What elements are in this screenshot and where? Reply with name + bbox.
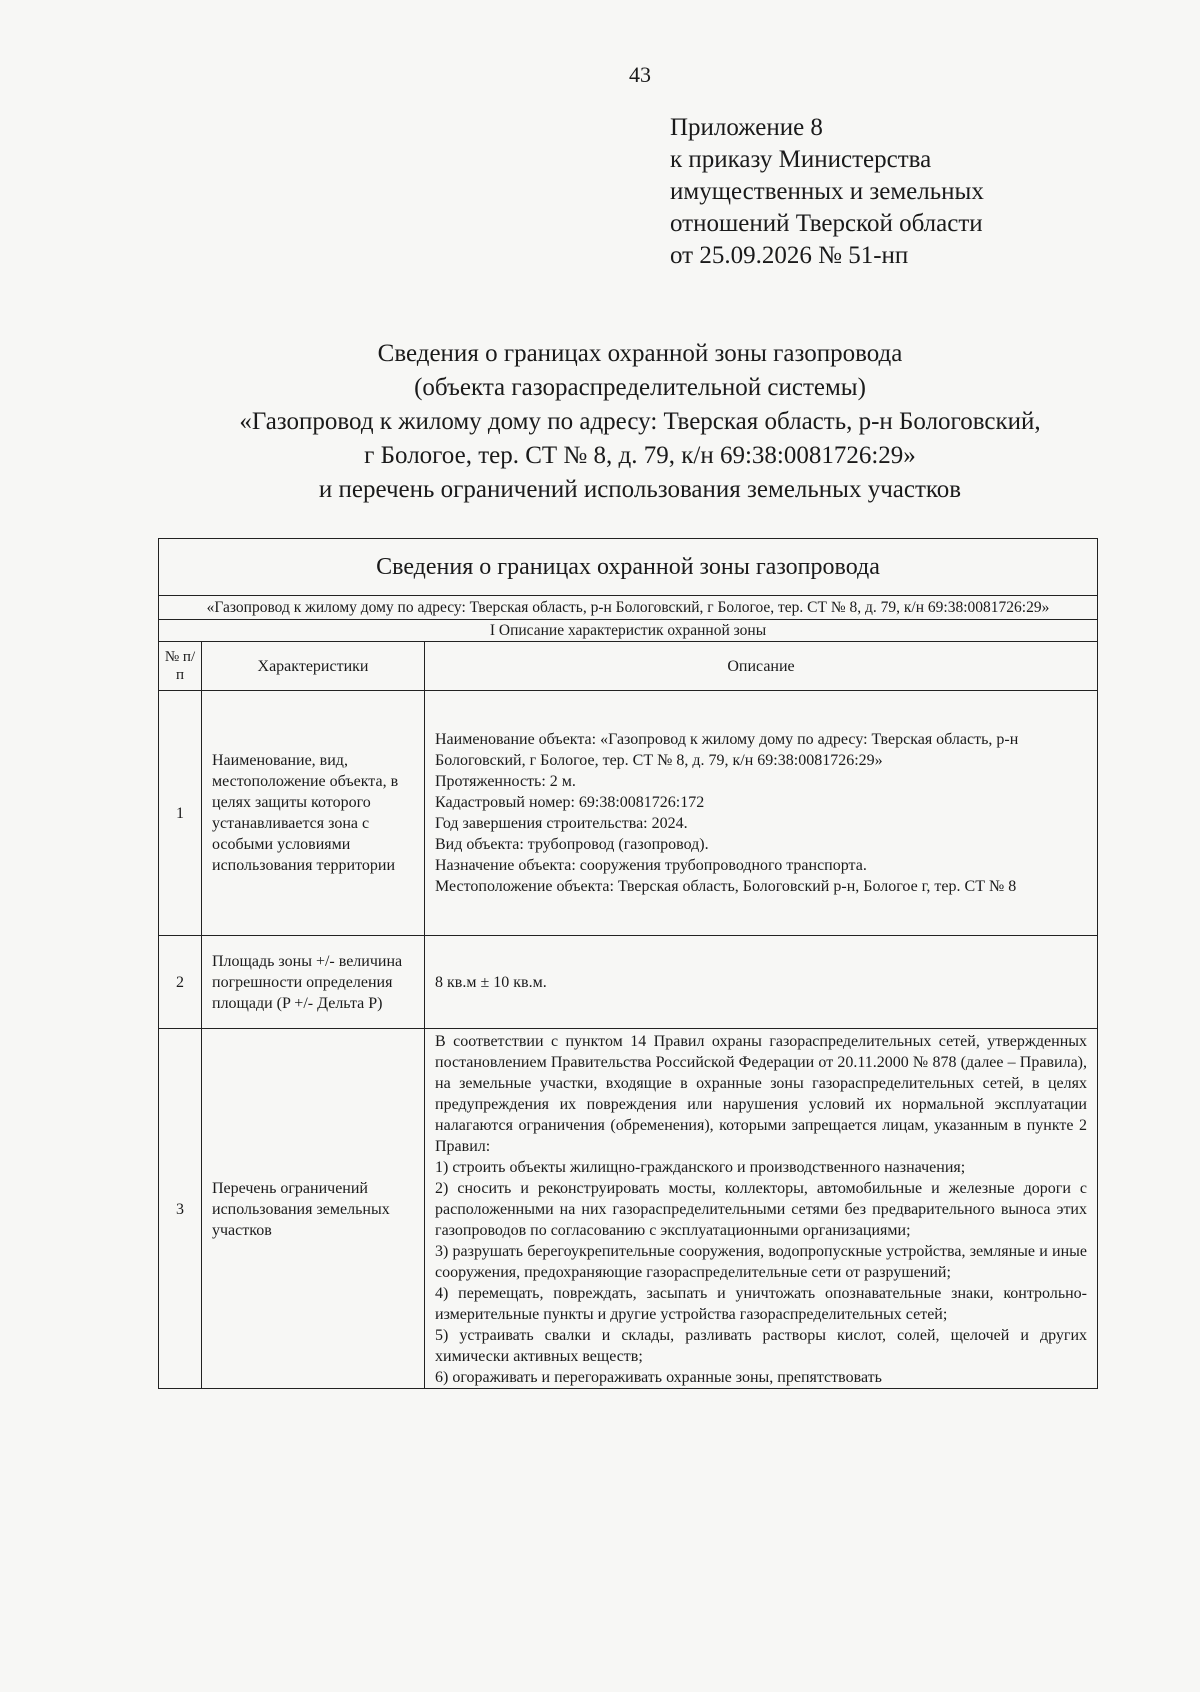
description-line: Назначение объекта: сооружения трубопроводного транспорта. <box>435 857 867 874</box>
description-line: 4) перемещать, повреждать, засыпать и уничтожать опознавательные знаки, контрольно-измерительные пункты и другие устройства газораспределительных сетей; <box>435 1285 1087 1323</box>
appendix-line: от 25.09.2026 № 51-нп <box>670 242 909 269</box>
table-row <box>159 936 1098 1029</box>
table-header: Сведения о границах охранной зоны газопровода <box>159 539 1098 596</box>
description-line: 3) разрушать берегоукрепительные сооружения, водопропускные устройства, земляные и иные сооружения, предохраняющие газораспределительные сети от разрушений; <box>435 1243 1087 1281</box>
description-line: Наименование объекта: «Газопровод к жилому дому по адресу: Тверская область, р-н Бологовский, г Бологое, тер. СТ № 8, д. 79, к/н 69:38:0081726:29» <box>435 731 1019 769</box>
title-line: «Газопровод к жилому дому по адресу: Тверская область, р-н Бологовский, <box>239 408 1041 435</box>
table-row <box>159 691 1098 936</box>
row-number: 1 <box>159 691 202 936</box>
document-title <box>140 337 1140 507</box>
zone-table <box>158 538 1098 1389</box>
title-line: (объекта газораспределительной системы) <box>414 374 866 401</box>
description-line: Протяженность: 2 м. <box>435 773 576 790</box>
row-description <box>425 691 1098 936</box>
title-line: и перечень ограничений использования земельных участков <box>318 476 962 503</box>
row-characteristic: Наименование, вид, местоположение объекта, в целях защиты которого устанавливается зона с особыми условиями использования территории <box>202 691 425 936</box>
row-characteristic: Площадь зоны +/- величина погрешности определения площади (P +/- Дельта P) <box>202 936 425 1029</box>
column-header-row <box>159 642 1098 691</box>
column-header-description: Описание <box>425 642 1098 691</box>
appendix-line: отношений Тверской области <box>670 210 983 237</box>
appendix-line: имущественных и земельных <box>670 178 984 205</box>
description-line: Местоположение объекта: Тверская область, Бологовский р-н, Бологое г, тер. СТ № 8 <box>435 878 1017 895</box>
row-number: 3 <box>159 1029 202 1389</box>
description-line: 8 кв.м ± 10 кв.м. <box>435 973 547 991</box>
table-section-title: I Описание характеристик охранной зоны <box>159 620 1098 642</box>
table-subheader: «Газопровод к жилому дому по адресу: Тверская область, р-н Бологовский, г Бологое, тер. СТ № 8, д. 79, к/н 69:38:0081726:29» <box>159 596 1098 620</box>
row-number: 2 <box>159 936 202 1029</box>
description-line: 2) сносить и реконструировать мосты, коллекторы, автомобильные и железные дороги с расположенными на них газораспределительными сетями без предварительного выноса этих газопроводов по согласованию с эксплуатационными организациями; <box>435 1180 1087 1239</box>
appendix-line: к приказу Министерства <box>670 146 932 173</box>
column-header-characteristics: Характеристики <box>202 642 425 691</box>
description-line: 5) устраивать свалки и склады, разливать растворы кислот, солей, щелочей и других химически активных веществ; <box>435 1327 1087 1365</box>
page-number: 43 <box>629 62 651 87</box>
description-line: Вид объекта: трубопровод (газопровод). <box>435 836 709 853</box>
description-line: Кадастровый номер: 69:38:0081726:172 <box>435 794 705 811</box>
column-header-num: № п/п <box>159 642 202 691</box>
description-line: В соответствии с пунктом 14 Правил охраны газораспределительных сетей, утвержденных постановлением Правительства Российской Федерации от 20.11.2000 № 878 (далее – Правила), на земельные участки, входящие в охранные зоны газораспределительных сетей, в целях предупреждения их повреждения или нарушения условий их нормальной эксплуатации налагаются ограничения (обременения), которыми запрещается лицам, указанным в пункте 2 Правил: <box>435 1033 1087 1155</box>
row-characteristic: Перечень ограничений использования земельных участков <box>202 1029 425 1389</box>
title-line: Сведения о границах охранной зоны газопровода <box>377 340 903 367</box>
description-line: 1) строить объекты жилищно-гражданского и производственного назначения; <box>435 1159 966 1176</box>
title-line: г Бологое, тер. СТ № 8, д. 79, к/н 69:38:0081726:29» <box>364 442 916 469</box>
appendix-line: Приложение 8 <box>670 114 823 141</box>
table-row <box>159 1029 1098 1389</box>
appendix-block <box>670 112 984 272</box>
description-line: Год завершения строительства: 2024. <box>435 815 688 832</box>
description-line: 6) огораживать и перегораживать охранные зоны, препятствовать <box>435 1369 882 1386</box>
row-description <box>425 936 1098 1029</box>
row-description <box>425 1029 1098 1389</box>
